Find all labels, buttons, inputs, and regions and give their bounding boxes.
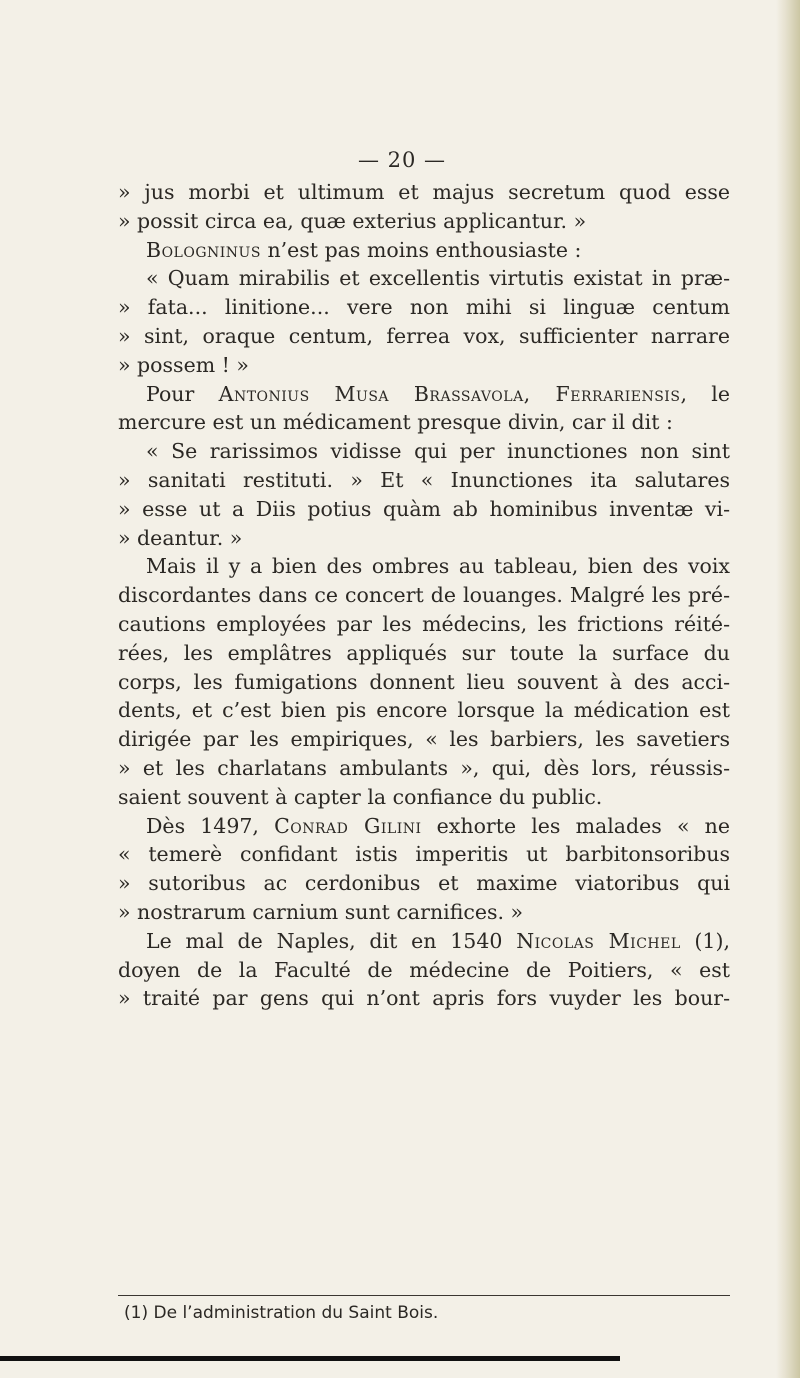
body-text <box>118 178 730 1013</box>
text-line: » nostrarum carnium sunt carnifices. » <box>118 899 524 924</box>
author-name: Antonius Musa Brassavola, Ferrariensis <box>218 381 681 406</box>
page-edge <box>776 0 800 1378</box>
text-line: Mais il y a bien des ombres au tableau, bien des voix <box>146 554 730 579</box>
footnote: (1) De l’administration du Saint Bois. <box>124 1303 439 1323</box>
text-line: saient souvent à capter la confiance du public. <box>118 784 603 809</box>
text-line: » traité par gens qui n’ont apris fors vuyder les bour- <box>118 986 730 1011</box>
author-name: Bologninus <box>146 237 261 262</box>
text-line: mercure est un médicament presque divin, car il dit : <box>118 410 673 435</box>
text-line: dents, et c’est bien pis encore lorsque la médication est <box>118 698 730 723</box>
page-number: — 20 — <box>357 148 447 172</box>
text-line: » esse ut a Diis potius quàm ab hominibus inventæ vi- <box>118 496 730 521</box>
footnote-divider <box>118 1295 730 1296</box>
text-line: dirigée par les empiriques, « les barbiers, les savetiers <box>118 727 730 752</box>
text-line: discordantes dans ce concert de louanges. Malgré les pré- <box>118 583 730 608</box>
text-line: » jus morbi et ultimum et majus secretum quod esse <box>118 180 730 204</box>
author-name: Conrad Gilini <box>274 813 422 838</box>
text-line: « Quam mirabilis et excellentis virtutis existat in præ- <box>146 266 730 291</box>
text-line: cautions employées par les médecins, les frictions réité- <box>118 611 730 636</box>
text-line: Le mal de Naples, dit en 1540 Nicolas Michel (1), <box>146 928 730 953</box>
text-line: Bologninus n’est pas moins enthousiaste : <box>146 237 582 262</box>
text-line: corps, les fumigations donnent lieu souvent à des acci- <box>118 669 730 694</box>
text-line: Dès 1497, Conrad Gilini exhorte les malades « ne <box>146 813 730 838</box>
text-line: » sutoribus ac cerdonibus et maxime viatoribus qui <box>118 871 730 896</box>
text-line: « temerè confidant istis imperitis ut barbitonsoribus <box>118 842 730 867</box>
text-line: Pour Antonius Musa Brassavola, Ferrariensis, le <box>146 381 730 406</box>
text-line: » possem ! » <box>118 352 249 377</box>
text-line: » possit circa ea, quæ exterius applicantur. » <box>118 208 587 233</box>
scan-edge-bar <box>0 1356 620 1361</box>
text-line: » sint, oraque centum, ferrea vox, sufficienter narrare <box>118 323 730 348</box>
text-line: » et les charlatans ambulants », qui, dès lors, réussis- <box>118 755 730 780</box>
text-line: « Se rarissimos vidisse qui per inunctiones non sint <box>146 439 730 464</box>
author-name: Nicolas Michel <box>516 928 681 953</box>
text-line: » fata... linitione... vere non mihi si linguæ centum <box>118 295 730 320</box>
text-line: » deantur. » <box>118 525 243 550</box>
text-line: » sanitati restituti. » Et « Inunctiones ita salutares <box>118 467 730 492</box>
text-line: doyen de la Faculté de médecine de Poitiers, « est <box>118 957 730 982</box>
text-line: rées, les emplâtres appliqués sur toute la surface du <box>118 640 730 665</box>
